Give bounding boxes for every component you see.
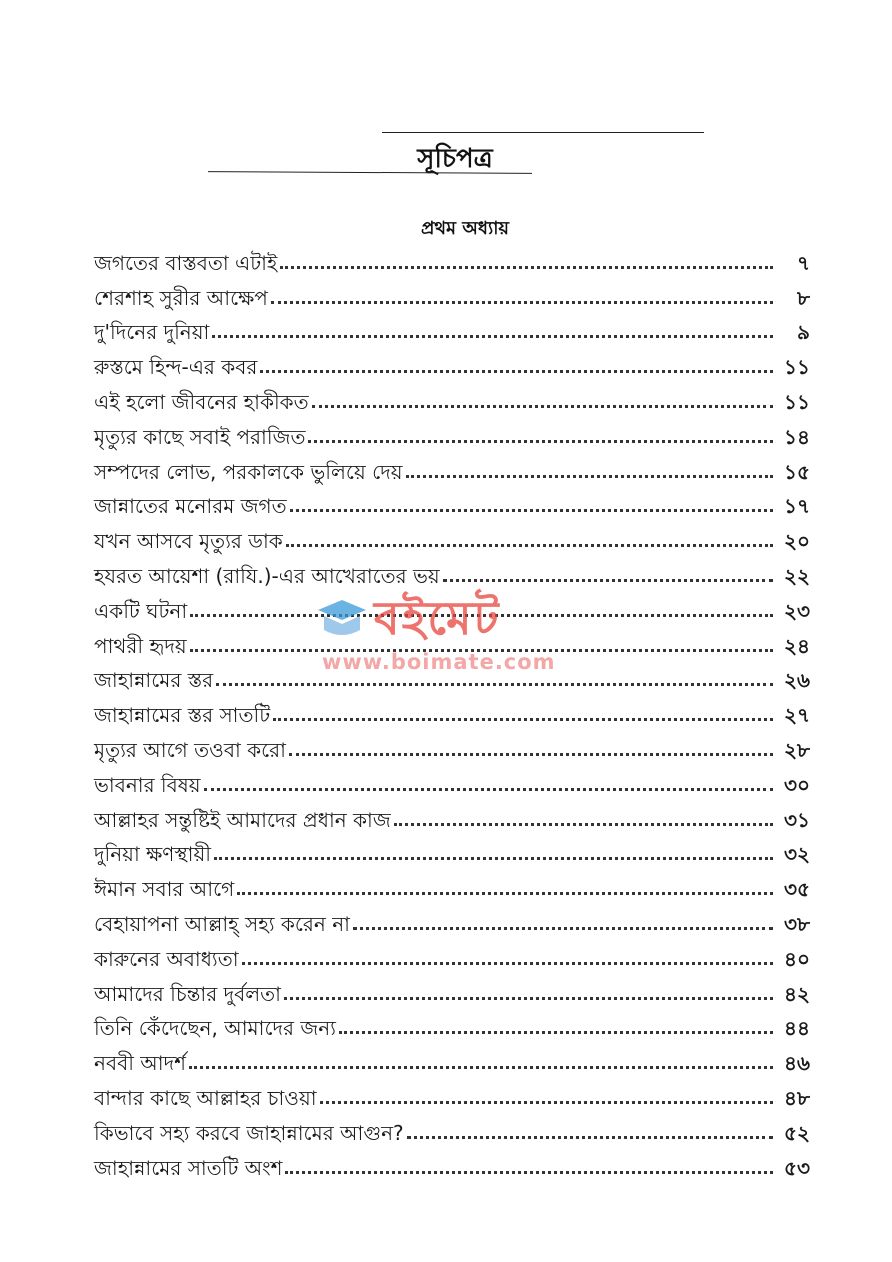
toc-entry-page-number: ২৭ <box>783 703 810 728</box>
watermark <box>316 584 576 684</box>
toc-entry-title: জাহান্নামের সাতটি অংশ <box>94 1155 283 1180</box>
toc-entry-page-number: ৪৮ <box>784 1085 810 1110</box>
toc-entry-page-number: ১৭ <box>784 494 810 519</box>
toc-entry-page-number: ২৪ <box>784 633 810 658</box>
dot-leader <box>214 857 773 860</box>
toc-entry-title: কারুনের অবাধ্যতা <box>94 946 239 971</box>
toc-entry-title: মৃত্যুর আগে তওবা করো <box>94 737 286 762</box>
toc-entry-page-number: ৪২ <box>784 981 810 1006</box>
toc-entry <box>94 870 810 905</box>
dot-leader <box>204 788 773 791</box>
toc-entry-title: রুস্তমে হিন্দ-এর কবর <box>94 355 258 380</box>
toc-entry <box>94 1079 810 1114</box>
toc-entry-page-number: ৩২ <box>783 842 810 867</box>
toc-entry-page-number: ৩৫ <box>784 877 810 902</box>
toc-entry <box>94 279 810 314</box>
toc-entry <box>94 766 810 801</box>
dot-leader <box>407 1136 773 1139</box>
toc-entry-title: যখন আসবে মৃত্যুর ডাক <box>94 529 283 554</box>
toc-entry-page-number: ১৪ <box>784 424 810 449</box>
dot-leader <box>308 440 773 443</box>
toc-entry-title: আল্লাহর সন্তুষ্টিই আমাদের প্রধান কাজ <box>94 807 391 832</box>
dot-leader <box>320 1101 773 1104</box>
toc-entry-page-number: ৯ <box>797 320 810 345</box>
toc-entry-page-number: ১৫ <box>784 459 810 484</box>
dot-leader <box>285 1171 773 1174</box>
toc-entry-page-number: ৪০ <box>784 946 810 971</box>
toc-entry <box>94 453 810 488</box>
toc-entry-title: জাহান্নামের স্তর <box>94 668 214 693</box>
page-title: সূচিপত্র <box>417 144 493 174</box>
toc-entry <box>94 522 810 557</box>
toc-entry <box>94 488 810 523</box>
dot-leader <box>406 475 774 478</box>
toc-entry-page-number: ৮ <box>797 285 810 310</box>
dot-leader <box>212 335 773 338</box>
toc-entry-title: জান্নাতের মনোরম জগত <box>94 494 287 519</box>
toc-entry-page-number: ১১ <box>784 389 810 414</box>
dot-leader <box>443 579 773 582</box>
toc-entry <box>94 244 810 279</box>
toc-entry-page-number: ২৬ <box>783 668 810 693</box>
toc-entry-page-number: ৭ <box>796 250 810 275</box>
toc-entry-title: ভাবনার বিষয় <box>94 772 201 797</box>
toc-entry-title: আমাদের চিন্তার দুর্বলতা <box>94 981 281 1006</box>
toc-entry-page-number: ১১ <box>784 355 810 380</box>
dot-leader <box>290 509 773 512</box>
toc-entry-title: এই হলো জীবনের হাকীকত <box>94 389 309 414</box>
toc-entry-title: ঈমান সবার আগে <box>94 877 235 902</box>
toc-entry-title: সম্পদের লোভ, পরকালকে ভুলিয়ে দেয় <box>94 459 403 484</box>
dot-leader <box>284 997 773 1000</box>
table-of-contents <box>94 244 810 1184</box>
toc-entry-title: মৃত্যুর কাছে সবাই পরাজিত <box>94 424 306 449</box>
toc-entry-title: বেহায়াপনা আল্লাহ্ সহ্য করেন না <box>94 911 350 936</box>
toc-entry-page-number: ৩১ <box>784 807 810 832</box>
dot-leader <box>237 892 773 895</box>
watermark-logo-text: বইমেট <box>374 591 501 645</box>
toc-entry-title: জাহান্নামের স্তর সাতটি <box>94 703 271 728</box>
dot-leader <box>280 266 773 269</box>
toc-entry <box>94 1010 810 1045</box>
toc-entry-title: বান্দার কাছে আল্লাহর চাওয়া <box>94 1085 317 1110</box>
toc-entry-page-number: ৪৬ <box>784 1051 810 1076</box>
toc-entry-page-number: ৪৪ <box>784 1016 810 1041</box>
dot-leader <box>286 544 773 547</box>
title-top-rule <box>382 132 704 133</box>
toc-entry-title: দু'দিনের দুনিয়া <box>94 320 210 345</box>
toc-entry-page-number: ২২ <box>783 563 810 588</box>
toc-entry <box>94 975 810 1010</box>
toc-entry <box>94 696 810 731</box>
toc-entry-page-number: ২৮ <box>784 737 810 762</box>
toc-entry <box>94 1044 810 1079</box>
watermark-url: www.boimate.com <box>322 650 556 674</box>
toc-entry-title: নববী আদর্শ <box>94 1051 186 1076</box>
toc-entry <box>94 836 810 871</box>
toc-entry-page-number: ৩৮ <box>784 911 810 936</box>
toc-entry-title: হযরত আয়েশা (রাযি.)-এর আখেরাতের ভয় <box>94 563 440 588</box>
dot-leader <box>353 927 773 930</box>
toc-entry <box>94 1114 810 1149</box>
toc-entry <box>94 348 810 383</box>
toc-entry-page-number: ৫৩ <box>784 1155 810 1180</box>
toc-entry-page-number: ২০ <box>783 529 810 554</box>
toc-entry-title: শেরশাহ সুরীর আক্ষেপ <box>94 285 268 310</box>
dot-leader <box>312 405 773 408</box>
toc-entry <box>94 418 810 453</box>
dot-leader <box>289 753 773 756</box>
dot-leader <box>189 1066 773 1069</box>
toc-entry-title: তিনি কেঁদেছেন, আমাদের জন্য <box>94 1016 336 1041</box>
dot-leader <box>339 1031 773 1034</box>
toc-entry <box>94 940 810 975</box>
toc-entry <box>94 801 810 836</box>
dot-leader <box>394 823 773 826</box>
toc-entry <box>94 383 810 418</box>
toc-entry <box>94 1149 810 1184</box>
toc-entry <box>94 731 810 766</box>
toc-entry-title: জগতের বাস্তবতা এটাই <box>94 250 278 275</box>
toc-entry-page-number: ৫২ <box>784 1120 810 1145</box>
toc-entry-page-number: ২৩ <box>783 598 810 623</box>
toc-entry-title: কিভাবে সহ্য করবে জাহান্নামের আগুন? <box>94 1120 404 1145</box>
dot-leader <box>271 301 773 304</box>
dot-leader <box>273 718 773 721</box>
dot-leader <box>242 962 773 965</box>
toc-entry-title: একটি ঘটনা <box>94 598 188 623</box>
toc-entry <box>94 314 810 349</box>
toc-entry-title: পাথরী হৃদয় <box>94 633 187 658</box>
toc-entry-page-number: ৩০ <box>783 772 810 797</box>
chapter-heading: প্রথম অধ্যায় <box>420 218 510 239</box>
toc-entry <box>94 905 810 940</box>
book-logo-icon <box>316 596 368 640</box>
dot-leader <box>260 370 773 373</box>
toc-entry-title: দুনিয়া ক্ষণস্থায়ী <box>94 842 211 867</box>
